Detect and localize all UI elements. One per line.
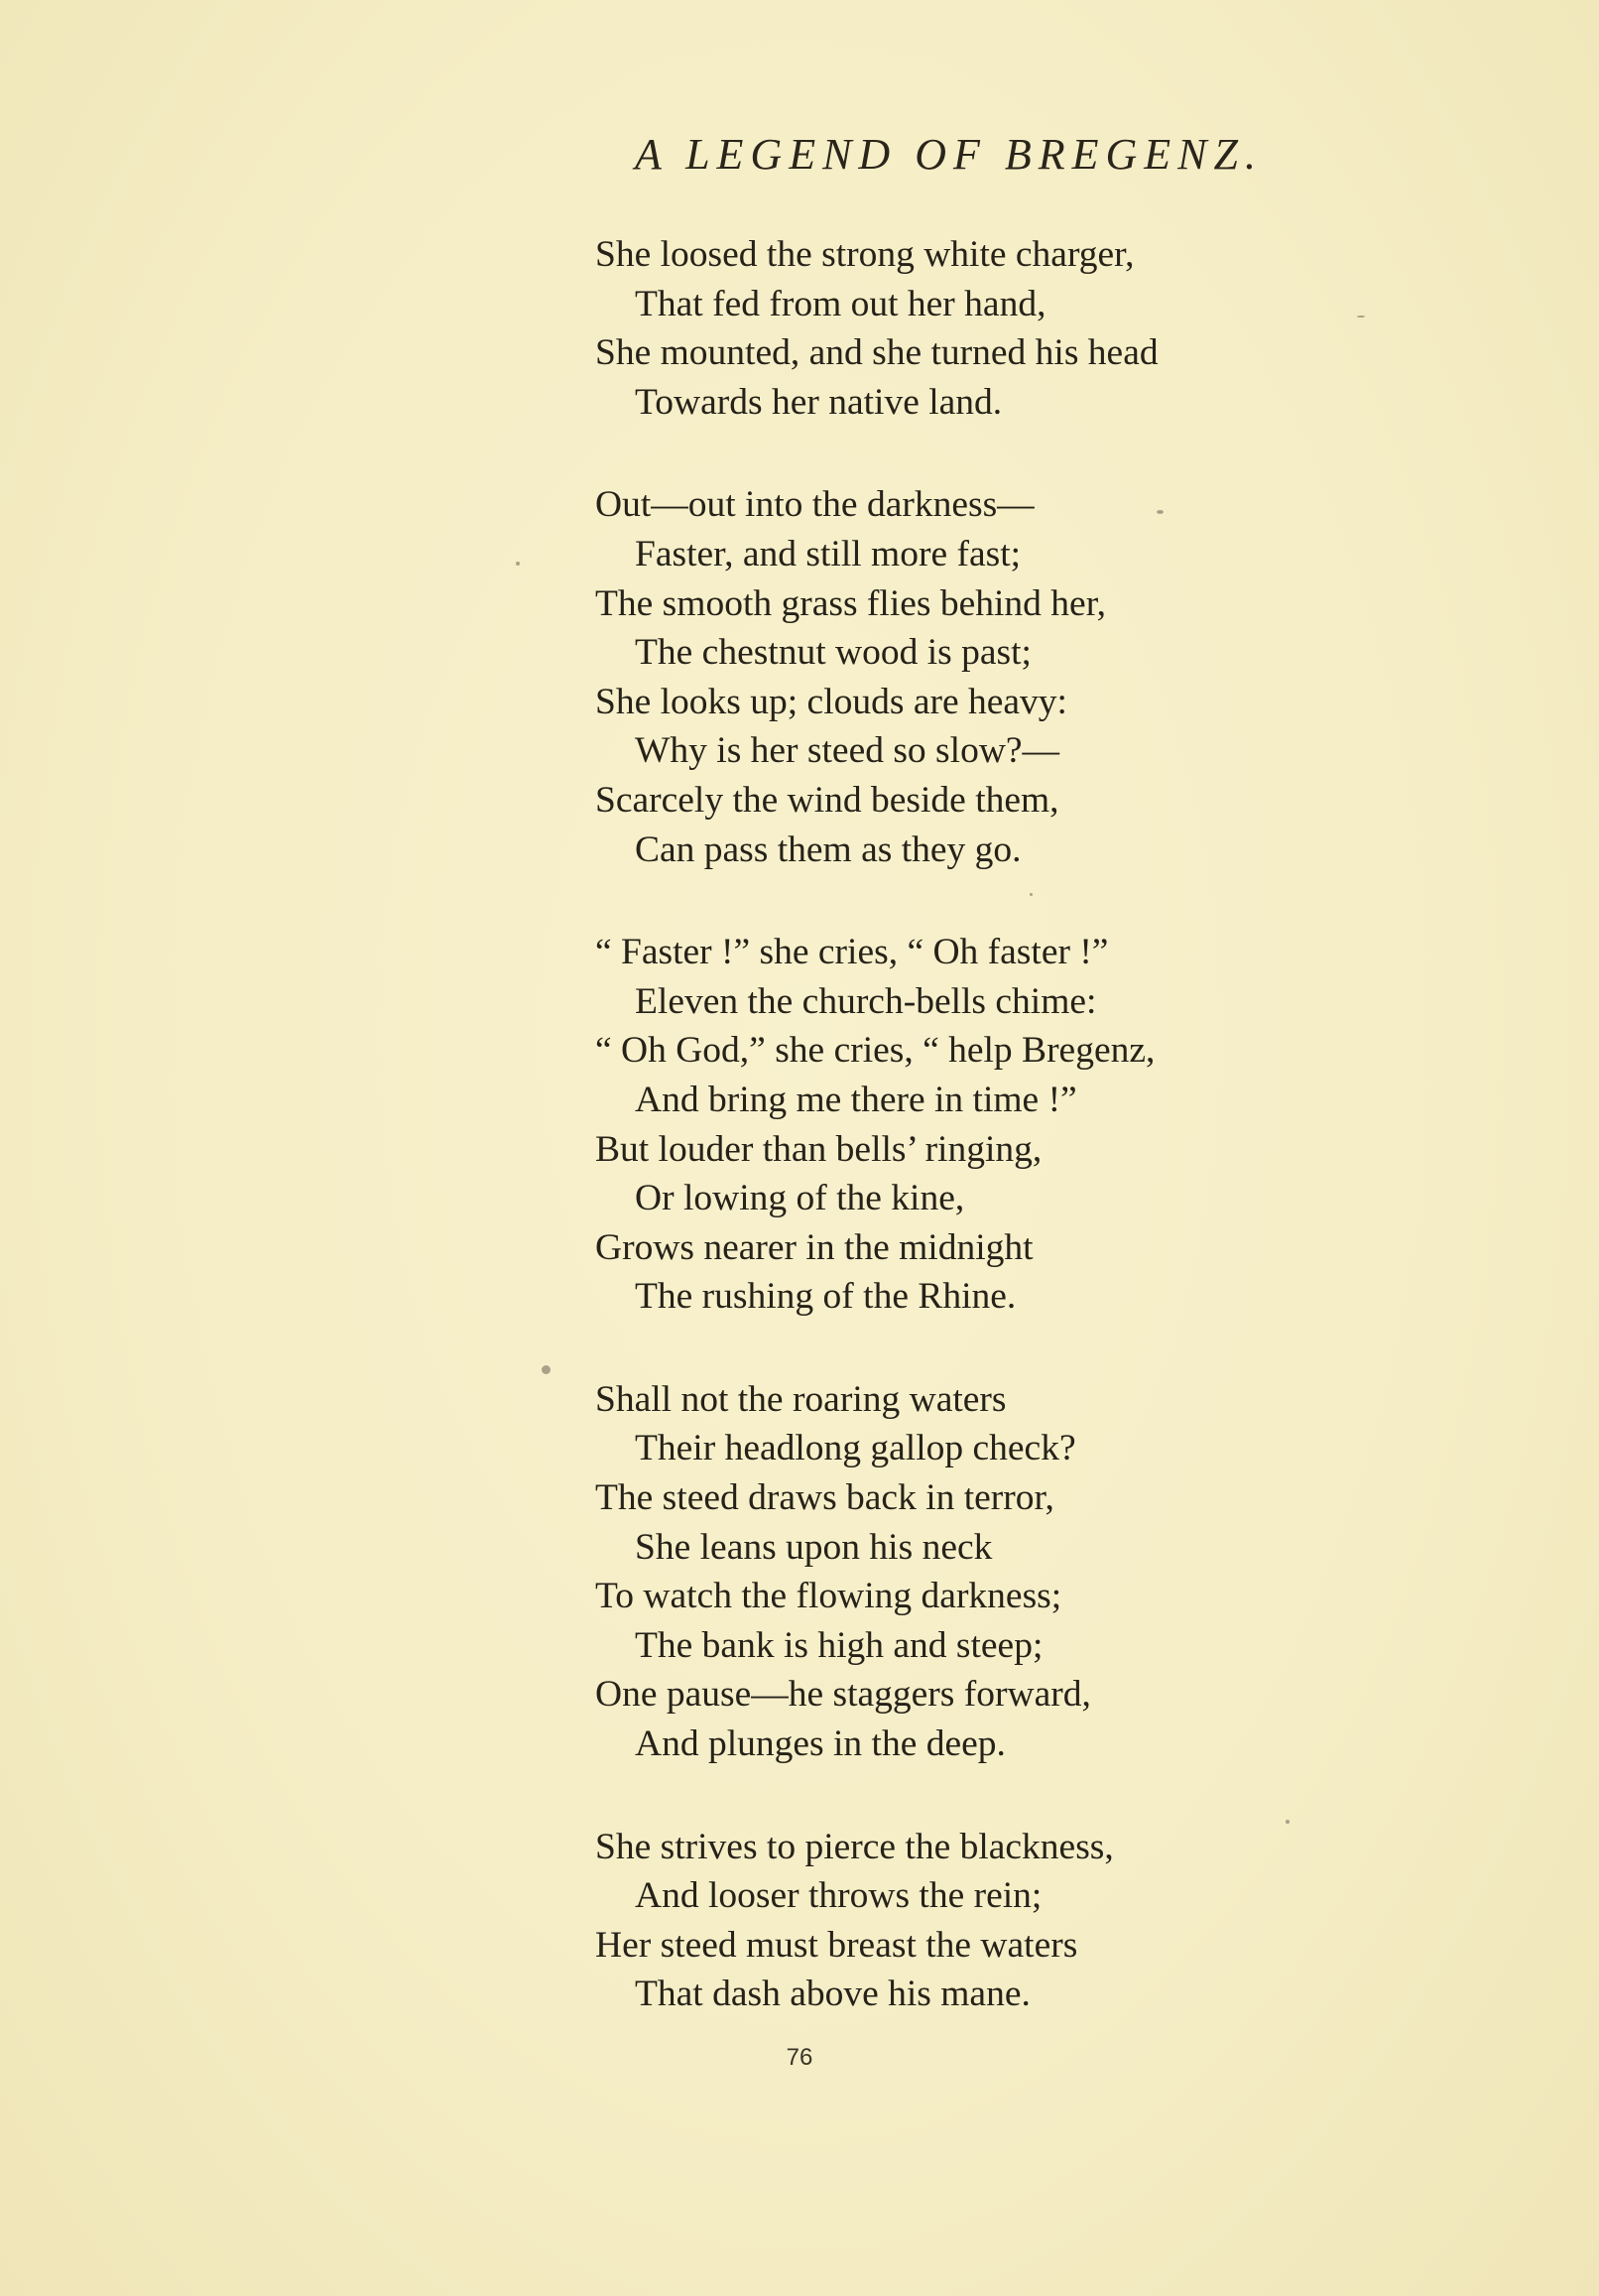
poem-line: That dash above his mane. <box>635 1974 1031 2015</box>
poem-line: The steed draws back in terror, <box>595 1477 1054 1519</box>
poem-line: She leans upon his neck <box>635 1526 993 1568</box>
poem-line: Out—out into the darkness— <box>595 484 1035 526</box>
stanza <box>595 1823 1349 2019</box>
poem-line: Faster, and still more fast; <box>635 533 1022 574</box>
poem-line: She loosed the strong white charger, <box>595 234 1135 275</box>
poem-line: One pause—he staggers forward, <box>595 1674 1091 1716</box>
poem-line: Can pass them as they go. <box>635 829 1022 870</box>
poem-line: The bank is high and steep; <box>635 1624 1044 1666</box>
poem-line: The chestnut wood is past; <box>635 632 1032 674</box>
running-head: A LEGEND OF BREGENZ. <box>635 130 1263 179</box>
page-number: 76 <box>786 2044 813 2071</box>
paper-speck <box>542 1365 551 1374</box>
poem-line: Eleven the church-bells chime: <box>635 980 1097 1022</box>
poem-line: Scarcely the wind beside them, <box>595 779 1059 821</box>
poem-line: To watch the flowing darkness; <box>595 1576 1062 1617</box>
poem-line: The rushing of the Rhine. <box>635 1276 1017 1318</box>
poem-line: Towards her native land. <box>635 381 1003 423</box>
poem-line: Their headlong gallop check? <box>635 1428 1076 1469</box>
paper-speck <box>1357 316 1365 318</box>
poem-line: And bring me there in time !” <box>635 1079 1077 1120</box>
poem-line: Why is her steed so slow?— <box>635 730 1060 772</box>
poem-line: And plunges in the deep. <box>635 1723 1006 1765</box>
poem-line: Or lowing of the kine, <box>635 1178 965 1219</box>
poem-line: Grows nearer in the midnight <box>595 1226 1034 1268</box>
poem <box>595 230 1349 2073</box>
stanza <box>595 480 1349 874</box>
poem-line: She mounted, and she turned his head <box>595 332 1159 374</box>
poem-line: She strives to pierce the blackness, <box>595 1826 1114 1867</box>
poem-line: Shall not the roaring waters <box>595 1378 1007 1420</box>
poem-line: But louder than bells’ ringing, <box>595 1128 1043 1170</box>
paper-speck <box>516 562 520 566</box>
poem-line: And looser throws the rein; <box>635 1875 1043 1917</box>
paper-speck <box>1157 510 1164 514</box>
poem-line: “ Faster !” she cries, “ Oh faster !” <box>595 932 1109 973</box>
stanza <box>595 1375 1349 1769</box>
paper-speck <box>1030 893 1033 896</box>
poem-line: The smooth grass flies behind her, <box>595 582 1107 624</box>
paper-speck <box>1286 1820 1290 1824</box>
stanza <box>595 928 1349 1322</box>
poem-line: She looks up; clouds are heavy: <box>595 681 1067 722</box>
poem-line: Her steed must breast the waters <box>595 1924 1078 1966</box>
poem-line: That fed from out her hand, <box>635 283 1046 324</box>
poem-line: “ Oh God,” she cries, “ help Bregenz, <box>595 1030 1156 1072</box>
stanza <box>595 230 1349 427</box>
